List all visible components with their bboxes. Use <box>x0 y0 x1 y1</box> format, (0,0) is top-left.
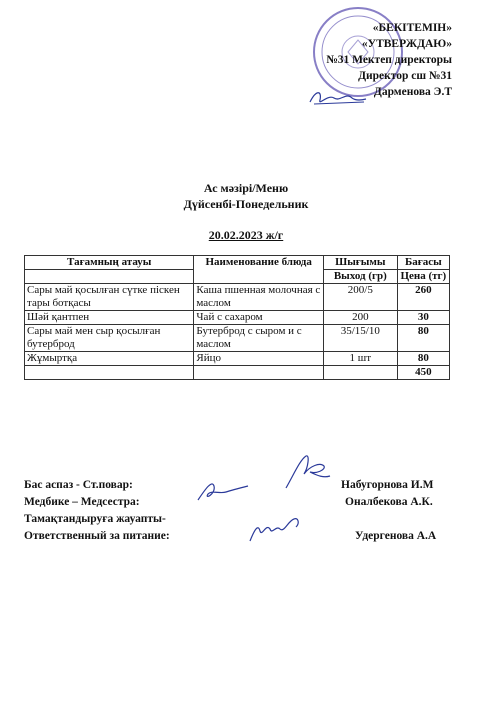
dish-name-kz: Сары май мен сыр қосылған бутерброд <box>25 325 194 352</box>
menu-date: 20.02.2023 ж/г <box>208 228 284 242</box>
dish-name-kz: Сары май қосылған сүтке піскен тары ботқасы <box>25 284 194 311</box>
dish-name-ru: Каша пшенная молочная с маслом <box>194 284 324 311</box>
dish-price: 260 <box>397 284 449 311</box>
dish-price: 80 <box>397 352 449 366</box>
table-row <box>25 284 450 311</box>
role-responsible-kz: Тамақтандыруға жауапты- <box>24 513 166 525</box>
name-nurse: Оналбекова А.К. <box>345 496 433 508</box>
approval-line-4: Директор сш №31 <box>358 70 452 82</box>
director-signature <box>306 86 368 108</box>
table-header-row <box>25 256 450 270</box>
header-output-kz: Шығымы <box>323 256 397 270</box>
table-total-row <box>25 366 450 380</box>
name-chef: Набугорнова И.М <box>341 479 434 491</box>
header-name-kz: Тағамның атауы <box>25 256 194 270</box>
total-empty-cell <box>194 366 324 380</box>
header-empty-cell <box>25 270 194 284</box>
menu-table <box>24 255 450 380</box>
approval-line-2: «УТВЕРЖДАЮ» <box>361 38 452 50</box>
menu-title: Ас мәзірі/Меню <box>203 181 289 195</box>
dish-name-kz: Жұмыртқа <box>25 352 194 366</box>
header-output-ru: Выход (гр) <box>323 270 397 284</box>
nurse-signature <box>194 478 250 504</box>
dish-output: 200/5 <box>323 284 397 311</box>
approval-line-1: «БЕКІТЕМІН» <box>372 22 452 34</box>
header-name-ru: Наименование блюда <box>194 256 324 284</box>
total-empty-cell <box>323 366 397 380</box>
chef-signature <box>280 452 332 492</box>
name-responsible: Удергенова А.А <box>355 530 437 542</box>
approval-line-5: Дарменова Э.Т <box>373 86 452 98</box>
dish-price: 80 <box>397 325 449 352</box>
role-responsible-ru: Ответственный за питание: <box>24 530 170 542</box>
total-empty-cell <box>25 366 194 380</box>
dish-output: 1 шт <box>323 352 397 366</box>
header-price-ru: Цена (тг) <box>397 270 449 284</box>
dish-output: 35/15/10 <box>323 325 397 352</box>
menu-day: Дүйсенбі-Понедельник <box>183 197 309 211</box>
role-nurse: Медбике – Медсестра: <box>24 496 140 508</box>
footer-roles <box>24 477 170 545</box>
responsible-signature <box>246 513 304 547</box>
dish-output: 200 <box>323 311 397 325</box>
dish-price: 30 <box>397 311 449 325</box>
total-price: 450 <box>397 366 449 380</box>
table-row <box>25 352 450 366</box>
dish-name-ru: Чай с сахаром <box>194 311 324 325</box>
dish-name-kz: Шәй қантпен <box>25 311 194 325</box>
table-row <box>25 325 450 352</box>
dish-name-ru: Яйцо <box>194 352 324 366</box>
dish-name-ru: Бутерброд с сыром и с маслом <box>194 325 324 352</box>
table-row <box>25 311 450 325</box>
header-price-kz: Бағасы <box>397 256 449 270</box>
role-chef: Бас аспаз - Ст.повар: <box>24 479 133 491</box>
approval-line-3: №31 Мектеп директоры <box>326 54 452 66</box>
